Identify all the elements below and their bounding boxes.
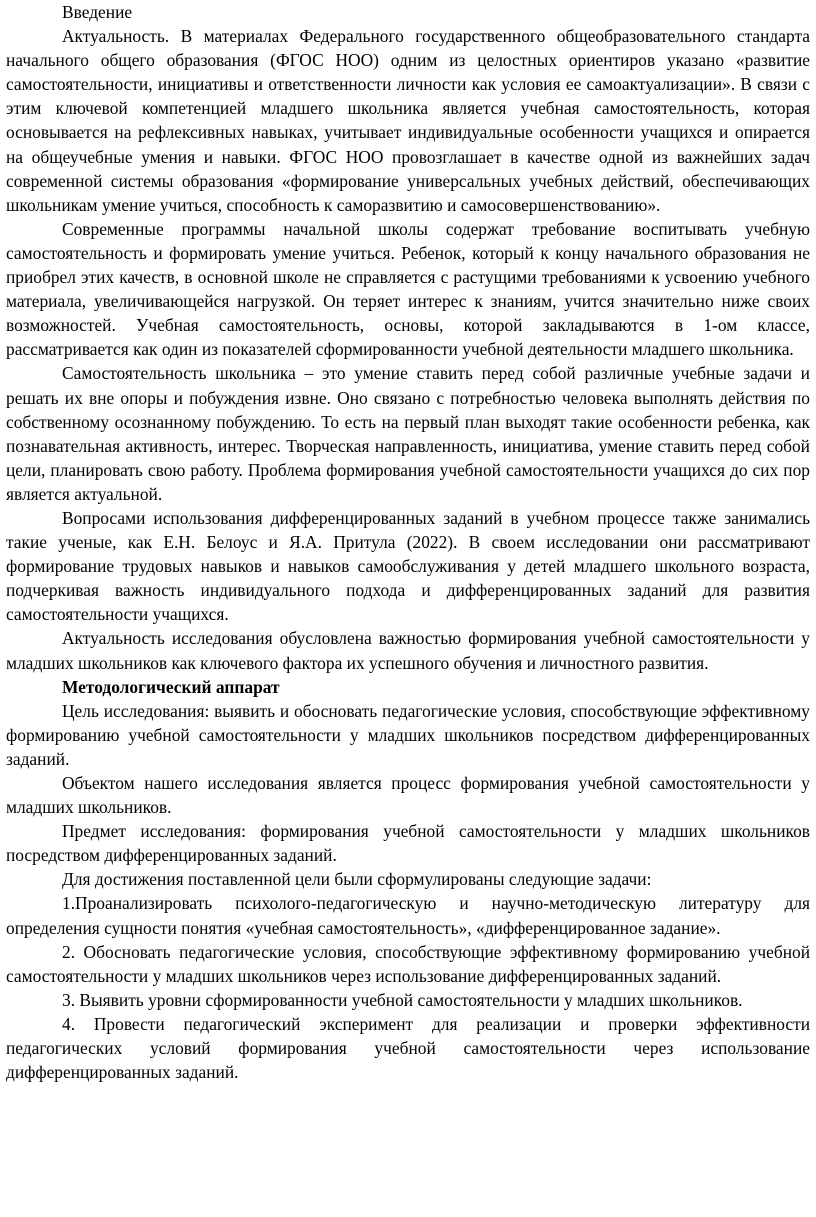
intro-paragraph: Актуальность исследования обусловлена важностью формирования учебной самостоятельности у младших школьников как ключевого фактора их успешного обучения и личностного развития.	[6, 628, 810, 673]
intro-heading: Введение	[62, 2, 133, 22]
task-item-1: 1.Проанализировать психолого-педагогическую и научно-методическую литературу для определения сущности понятия «учебная самостоятельность», «дифференцированное задание».	[6, 893, 810, 938]
research-goal: Цель исследования: выявить и обосновать педагогические условия, способствующие эффективному формированию учебной самостоятельности у младших школьников посредством дифференцированных заданий.	[6, 700, 810, 769]
intro-paragraph: Современные программы начальной школы содержат требование воспитывать учебную самостоятельность и формировать умение учиться. Ребенок, который к концу начального образования не приобрел этих качеств, в основной школе не справляется с растущими требованиями к усвоению учебного материала, увеличивающейся нагрузкой. Он теряет интерес к знаниям, учится значительно ниже своих возможностей. Учебная самостоятельность, основы, которой закладываются в 1-ом классе, рассматривается как один из показателей сформированности учебной деятельности младшего школьника.	[6, 218, 810, 360]
task-item-4: 4. Провести педагогический эксперимент для реализации и проверки эффективности педагогических условий формирования учебной самостоятельности через использование дифференцированных заданий.	[6, 1013, 810, 1083]
method-heading: Методологический аппарат	[62, 676, 280, 697]
tasks-intro: Для достижения поставленной цели были сформулированы следующие задачи:	[62, 869, 652, 890]
intro-paragraph: Актуальность. В материалах Федерального государственного общеобразовательного стандарта начального общего образования (ФГОС НОО) одним из целостных ориентиров указано «развитие самостоятельности, инициативы и ответственности личности как условия ее самоактуализации». В связи с этим ключевой компетенцией младшего школьника является учебная самостоятельность, которая основывается на рефлексивных навыках, учитывает индивидуальные особенности учащихся и опирается на общеучебные умения и навыки. ФГОС НОО провозглашает в качестве одной из важнейших задач современной системы образования «формирование универсальных учебных действий, обеспечивающих школьникам умение учиться, способность к саморазвитию и самосовершенствованию».	[6, 26, 810, 215]
research-subject: Предмет исследования: формирования учебной самостоятельности у младших школьников посредством дифференцированных заданий.	[6, 821, 810, 866]
research-object: Объектом нашего исследования является процесс формирования учебной самостоятельности у младших школьников.	[6, 773, 810, 818]
intro-paragraph: Вопросами использования дифференцированных заданий в учебном процессе также занимались такие ученые, как Е.Н. Белоус и Я.А. Притула (2022). В своем исследовании они рассматривают формирование трудовых навыков и навыков самообслуживания у детей младшего школьного возраста, подчеркивая важность индивидуального подхода и дифференцированных заданий для развития самостоятельности учащихся.	[6, 507, 810, 625]
task-item-3: 3. Выявить уровни сформированности учебной самостоятельности у младших школьников.	[62, 989, 743, 1010]
task-item-2: 2. Обосновать педагогические условия, способствующие эффективному формированию учебной самостоятельности у младших школьников через использование дифференцированных заданий.	[6, 941, 810, 986]
intro-paragraph: Самостоятельность школьника – это умение ставить перед собой различные учебные задачи и решать их вне опоры и побуждения извне. Оно связано с потребностью человека выполнять действия по собственному осознанному побуждению. То есть на первый план выходят такие особенности ребенка, как познавательная активность, интерес. Творческая направленность, инициатива, умение ставить перед собой цели, планировать свою работу. Проблема формирования учебной самостоятельности учащихся до сих пор является актуальной.	[6, 363, 810, 504]
